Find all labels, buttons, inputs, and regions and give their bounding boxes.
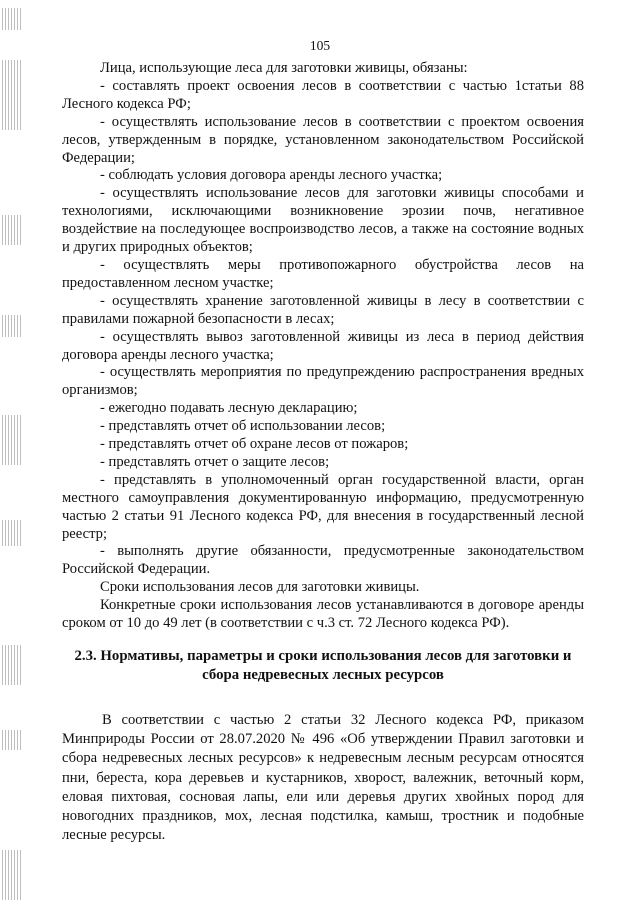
list-item: - представлять отчет о защите лесов; (100, 453, 330, 470)
list-item: - осуществлять хранение заготовленной живицы в лесу в соответствии с правилами пожарной безопасности в лесах; (62, 292, 584, 327)
list-item: - осуществлять меры противопожарного обустройства лесов на предоставленном лесном участке; (62, 256, 584, 291)
page-number: 105 (309, 38, 331, 53)
list-item: - представлять в уполномоченный орган государственной власти, орган местного самоуправления документированную информацию, предусмотренную частью 2 статьи 91 Лесного кодекса РФ, для внесения в государственный лесной реестр; (62, 471, 584, 542)
list-item: - соблюдать условия договора аренды лесного участка; (100, 167, 443, 184)
document-body (62, 60, 584, 845)
paragraph-terms-heading: Сроки использования лесов для заготовки живицы. (100, 579, 420, 596)
list-item: - составлять проект освоения лесов в соответствии с частью 1статьи 88 Лесного кодекса РФ; (62, 77, 584, 112)
list-item: - осуществлять вывоз заготовленной живицы из леса в период действия договора аренды лесного участка; (62, 328, 584, 363)
section-title: 2.3. Нормативы, параметры и сроки использования лесов для заготовки и сбора недревесных лесных ресурсов (74, 648, 572, 683)
list-item: - представлять отчет об охране лесов от пожаров; (100, 436, 409, 453)
section-paragraph: В соответствии с частью 2 статьи 32 Лесного кодекса РФ, приказом Минприроды России от 28.07.2020 № 496 «Об утверждении Правил заготовки и сбора недревесных лесных ресурсов» к недревесным лесным ресурсам относятся пни, береста, кора деревьев и кустарников, хворост, валежник, веточный корм, еловая пихтовая, сосновая лапы, ели или деревья других хвойных пород для новогодних праздников, мох, лесная подстилка, камыш, тростник и подобные лесные ресурсы. (62, 712, 584, 844)
paragraph-intro: Лица, использующие леса для заготовки живицы, обязаны: (100, 60, 468, 76)
scan-margin-artifacts (0, 0, 26, 909)
list-item: - осуществлять использование лесов в соответствии с проектом освоения лесов, утвержденным в порядке, установленном законодательством Российской Федерации; (62, 113, 584, 166)
list-item: - представлять отчет об использовании лесов; (100, 418, 386, 435)
list-item: - выполнять другие обязанности, предусмотренные законодательством Российской Федерации. (62, 543, 584, 578)
list-item: - осуществлять мероприятия по предупреждению распространения вредных организмов; (62, 364, 584, 399)
paragraph-terms: Конкретные сроки использования лесов устанавливаются в договоре аренды сроком от 10 до 49 лет (в соответствии с ч.3 ст. 72 Лесного кодекса РФ). (62, 597, 584, 632)
list-item: - ежегодно подавать лесную декларацию; (100, 400, 358, 417)
list-item: - осуществлять использование лесов для заготовки живицы способами и технологиями, исключающими возникновение эрозии почв, негативное воздействие на последующее воспроизводство лесов, а также на состояние водных и других природных объектов; (62, 185, 584, 256)
